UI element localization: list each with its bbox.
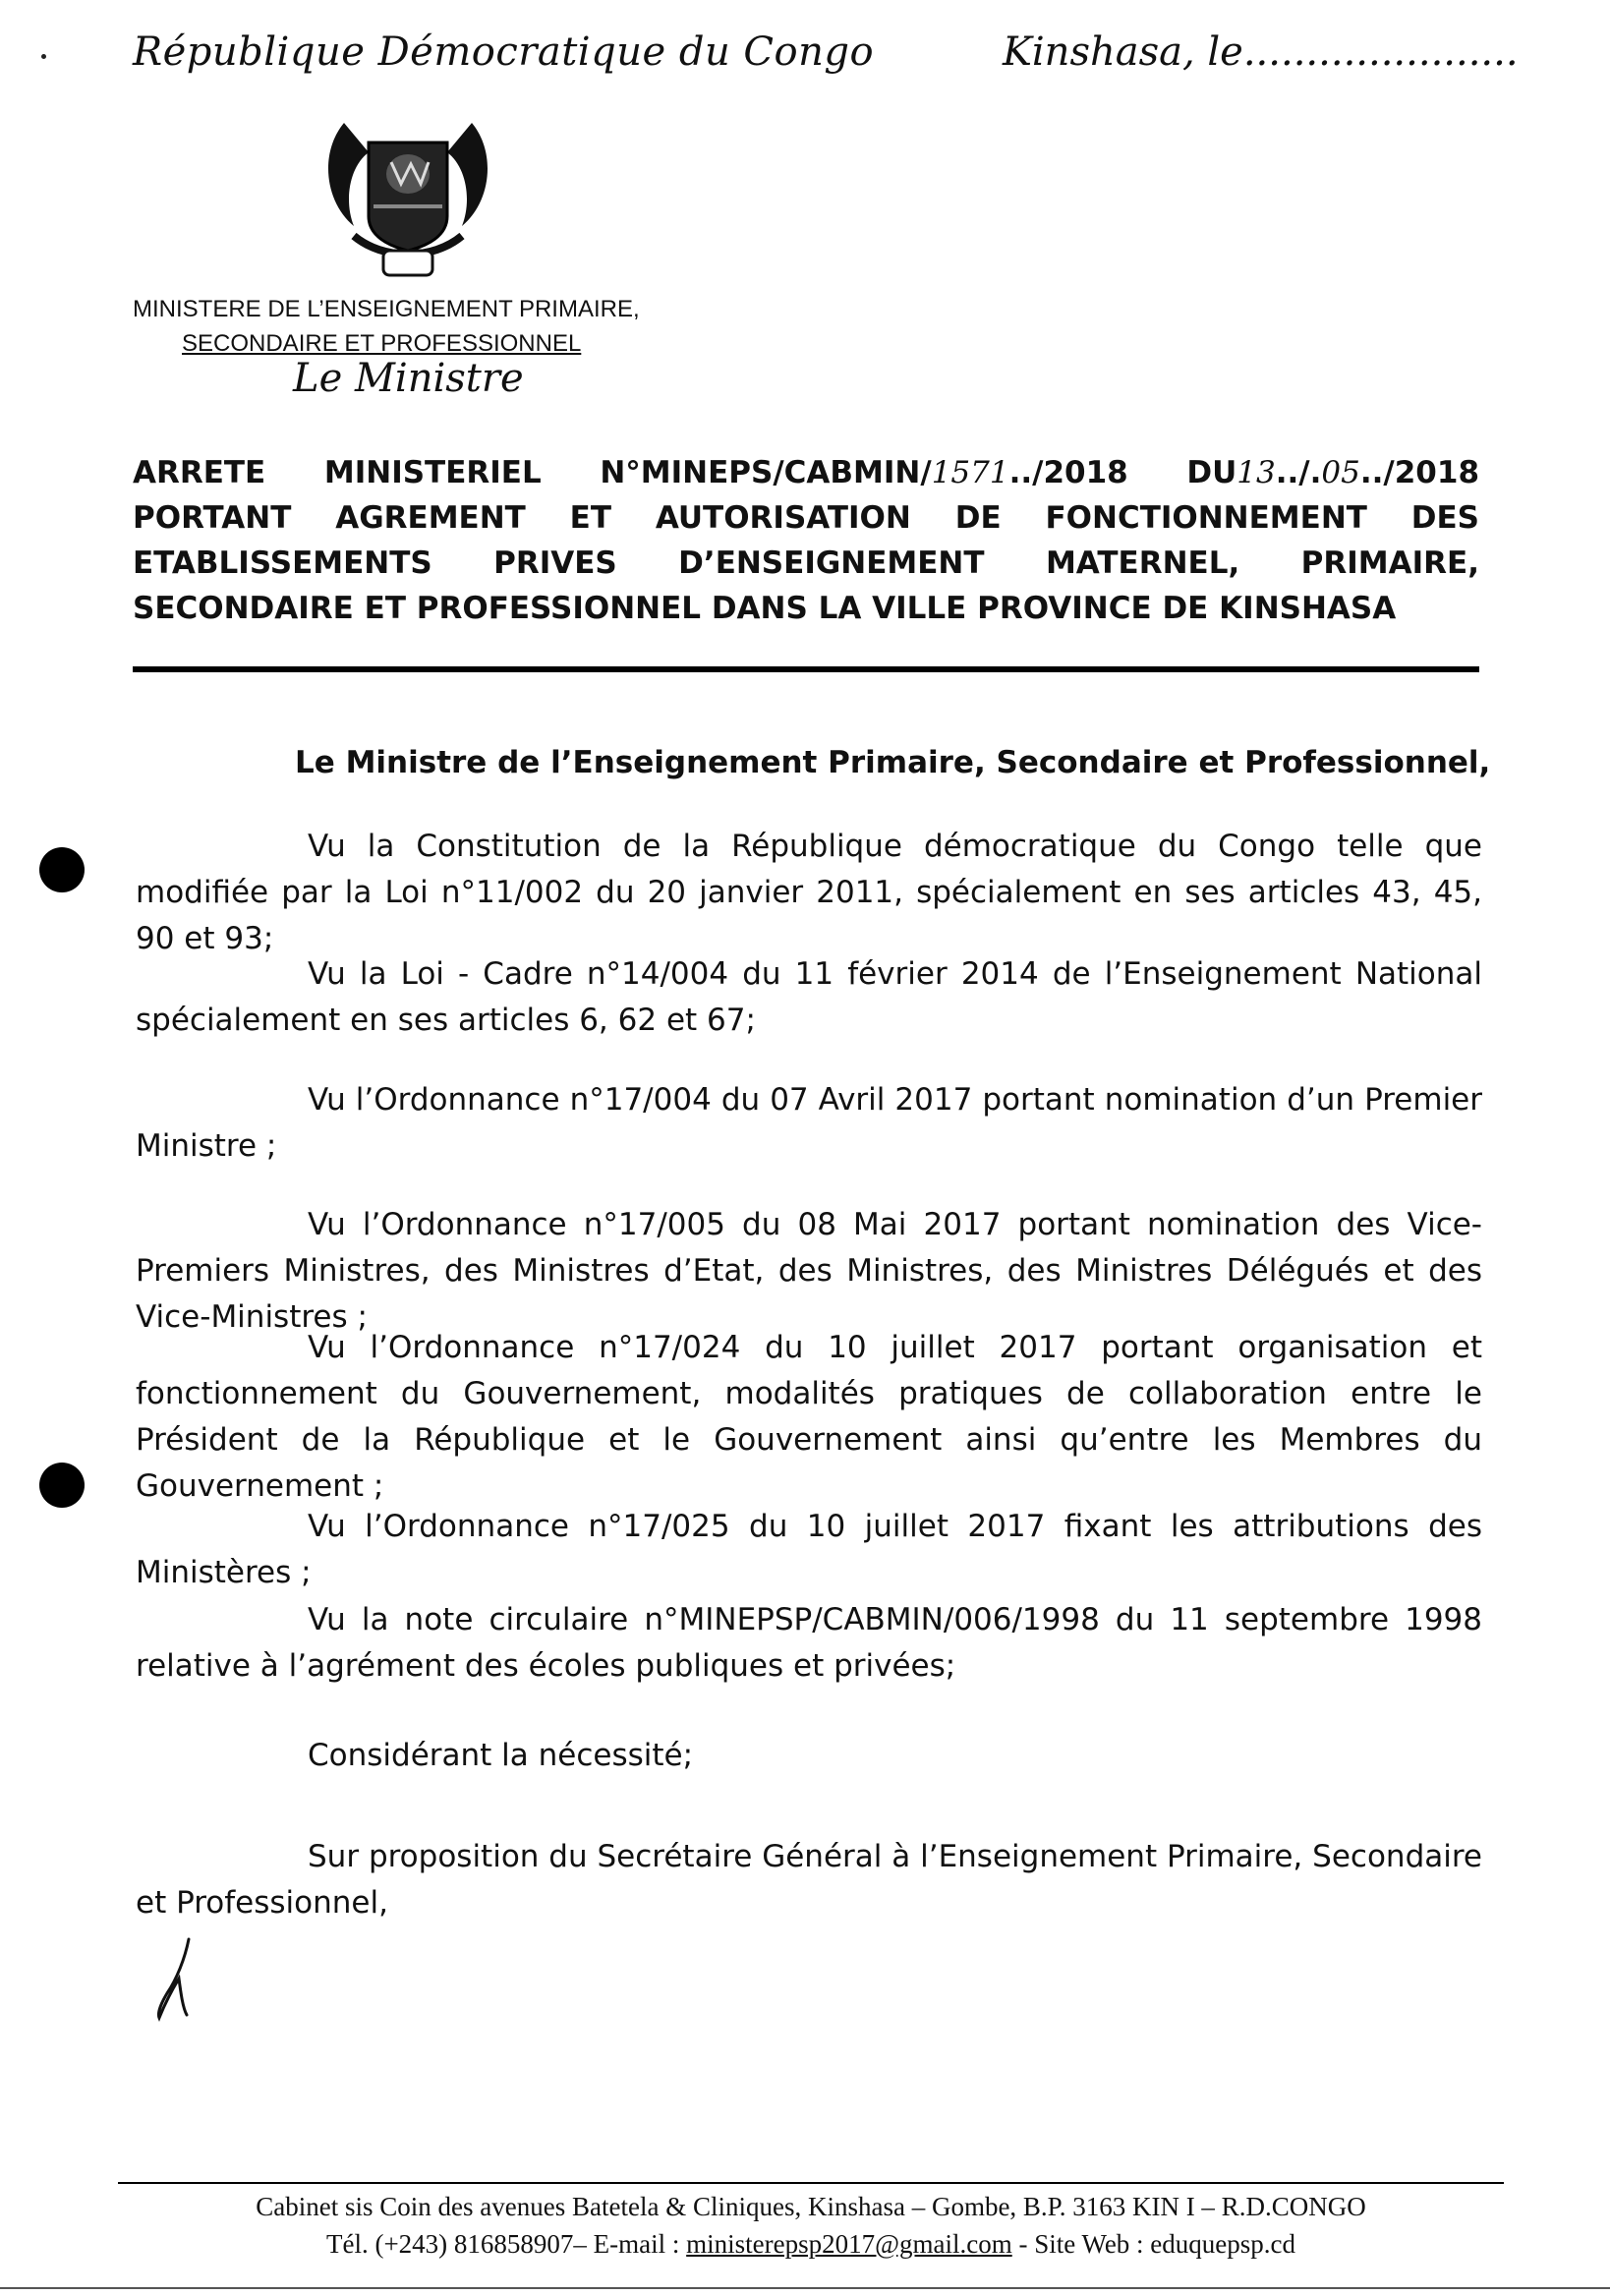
footer-contact [118, 2188, 1504, 2263]
decree-title-line-1 [133, 450, 1479, 495]
footer-website: - Site Web : eduquepsp.cd [1011, 2229, 1296, 2259]
visa-paragraph: Vu l’Ordonnance n°17/005 du 08 Mai 2017 portant nomination des Vice-Premiers Ministres, des Ministres d’Etat, des Ministres, des Ministres Délégués et des Vice-Ministres ; [136, 1207, 1482, 1335]
decree-year-du: ../2018 DU [1008, 455, 1237, 490]
date-separator: ../. [1275, 455, 1322, 490]
title-divider [133, 666, 1479, 672]
decree-title-line-2: PORTANT AGREMENT ET AUTORISATION DE FONCTIONNEMENT DES [133, 500, 1479, 536]
handwritten-initial [147, 1934, 206, 2023]
punch-hole-mark [39, 847, 85, 892]
footer-contact-line [118, 2225, 1504, 2263]
ministry-line-2: SECONDAIRE ET PROFESSIONNEL [182, 329, 582, 357]
visa-paragraph: Vu l’Ordonnance n°17/004 du 07 Avril 2017 portant nomination d’un Premier Ministre ; [136, 1082, 1482, 1164]
proposal-paragraph: Sur proposition du Secrétaire Général à l’Enseignement Primaire, Secondaire et Professionnel, [136, 1839, 1482, 1921]
ministry-line-1: MINISTERE DE L’ENSEIGNEMENT PRIMAIRE, [133, 296, 640, 322]
decree-number-prefix: ARRETE MINISTERIEL N°MINEPS/CABMIN/ [133, 455, 932, 490]
signatory-title: Le Ministre [293, 356, 524, 401]
decree-title [133, 450, 1479, 631]
footer-address: Cabinet sis Coin des avenues Batetela & Cliniques, Kinshasa – Gombe, B.P. 3163 KIN I – R.D.CONGO [256, 2192, 1366, 2221]
considering-paragraph: Considérant la nécessité; [308, 1738, 694, 1773]
scan-speck [41, 54, 46, 59]
place-date-line: Kinshasa, le...................... [1003, 29, 1519, 75]
decree-title-line-4: SECONDAIRE ET PROFESSIONNEL DANS LA VILLE PROVINCE DE KINSHASA [133, 591, 1397, 626]
date-year: ../2018 [1359, 455, 1480, 490]
handwritten-day: 13 [1236, 455, 1276, 490]
footer-telephone: Tél. (+243) 816858907– E-mail : [325, 2229, 687, 2259]
visa-paragraph: Vu la Constitution de la République démocratique du Congo telle que modifiée par la Loi n°11/002 du 20 janvier 2011, spécialement en ses articles 43, 45, 90 et 93; [136, 829, 1482, 956]
visa-paragraph: Vu l’Ordonnance n°17/024 du 10 juillet 2017 portant organisation et fonctionnement du Gouvernement, modalités pratiques de collaboration entre le Président de la République et le Gouvernement ainsi qu’entre les Membres du Gouvernement ; [136, 1330, 1482, 1504]
preamble-heading: Le Ministre de l’Enseignement Primaire, Secondaire et Professionnel, [295, 745, 1491, 780]
punch-hole-mark [39, 1463, 85, 1508]
handwritten-decree-number: 1571 [931, 455, 1009, 490]
coat-of-arms-emblem [315, 113, 501, 285]
decree-title-line-3: ETABLISSEMENTS PRIVES D’ENSEIGNEMENT MATERNEL, PRIMAIRE, [133, 545, 1479, 581]
visa-paragraph: Vu la Loi - Cadre n°14/004 du 11 février 2014 de l’Enseignement National spécialement en ses articles 6, 62 et 67; [136, 956, 1482, 1038]
footer-email-link[interactable]: ministerepsp2017@gmail.com [686, 2229, 1012, 2259]
footer-divider [118, 2182, 1504, 2184]
visa-paragraph: Vu la note circulaire n°MINEPSP/CABMIN/006/1998 du 11 septembre 1998 relative à l’agrément des écoles publiques et privées; [136, 1602, 1482, 1684]
country-heading: République Démocratique du Congo [133, 29, 875, 75]
page-bottom-edge [0, 2287, 1610, 2289]
visa-paragraph: Vu l’Ordonnance n°17/025 du 10 juillet 2017 fixant les attributions des Ministères ; [136, 1509, 1482, 1590]
ministry-name [133, 293, 640, 362]
handwritten-month: 05 [1321, 455, 1360, 490]
